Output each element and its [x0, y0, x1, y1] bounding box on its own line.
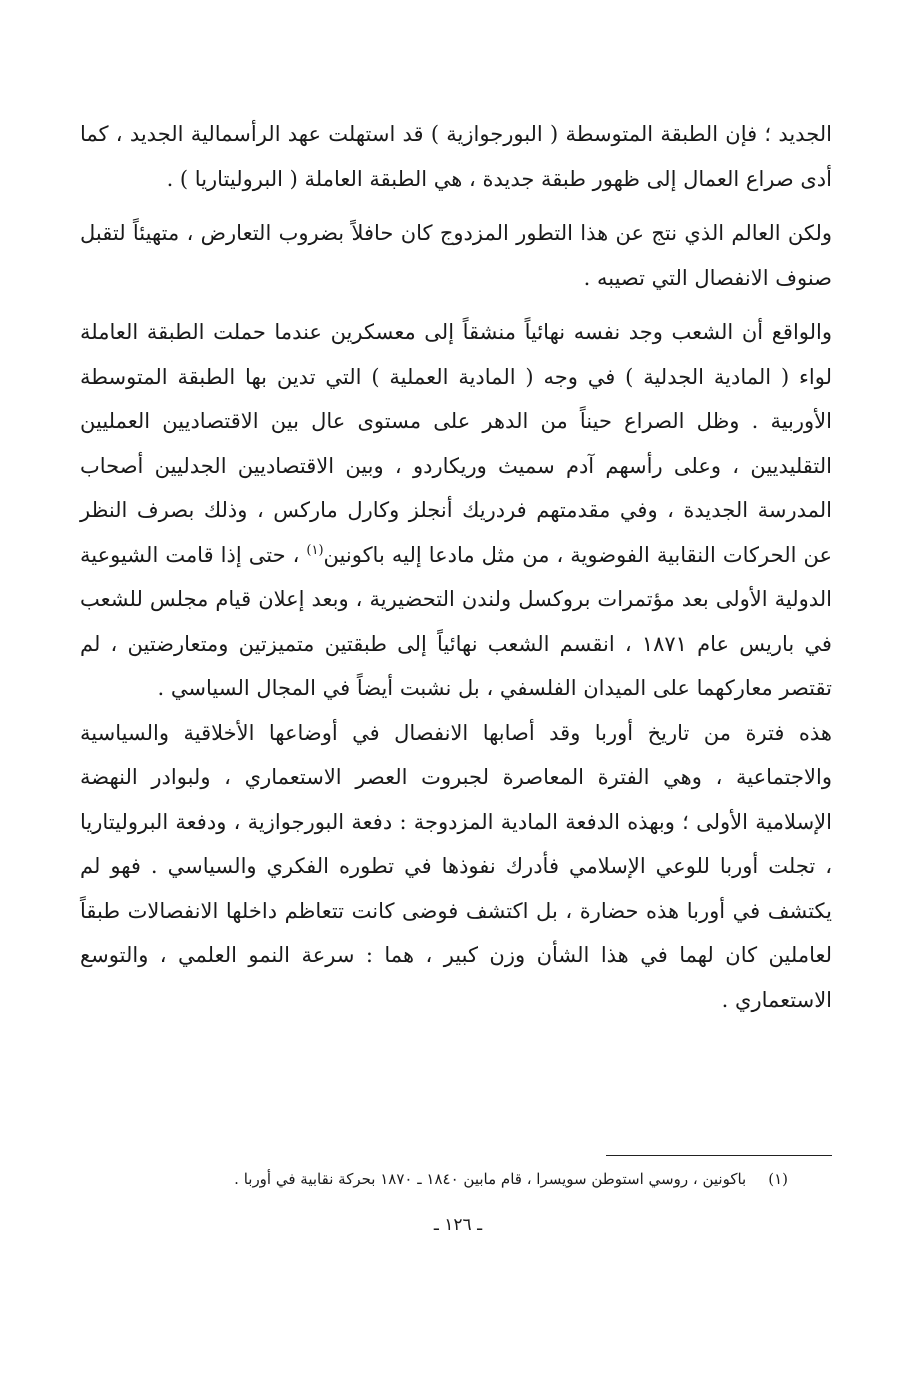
paragraph-3-part-2: ، حتى إذا قامت الشيوعية الدولية الأولى بعد مؤتمرات بروكسل ولندن التحضيرية ، وبعد إعلان قيام مجلس للشعب في باريس عام ١٨٧١ ، انقسم الشعب نهائياً إلى طبقتين متميزتين ومتعارضتين ، لم تقتصر معاركهما على الميدان الفلسفي ، بل نشبت أيضاً في المجال السياسي .: [80, 542, 832, 700]
paragraph-3-part-1: والواقع أن الشعب وجد نفسه نهائياً منشقاً إلى معسكرين عندما حملت الطبقة العاملة لواء ( المادية الجدلية ) في وجه ( المادية العملية ) التي تدين بها الطبقة المتوسطة الأوربية . وظل الصراع حيناً من الدهر على مستوى عال بين الاقتصاديين العمليين التقليديين ، وعلى رأسهم آدم سميث وريكاردو ، وبين الاقتصاديين الجدليين أصحاب المدرسة الجديدة ، وفي مقدمتهم فردريك أنجلز وكارل ماركس ، وذلك بصرف النظر عن الحركات النقابية الفوضوية ، من مثل مادعا إليه باكونين: [80, 320, 833, 567]
footnote-divider: [606, 1155, 832, 1156]
footnote-number: (١): [768, 1170, 788, 1188]
footnote-reference[interactable]: (١): [306, 542, 324, 558]
page-body: [80, 112, 832, 1022]
paragraph-2: ولكن العالم الذي نتج عن هذا التطور المزدوج كان حافلاً بضروب التعارض ، متهيئاً لتقبل صنوف الانفصال التي تصيبه .: [80, 221, 832, 290]
footnote-text: باكونين ، روسي استوطن سويسرا ، قام مابين ١٨٤٠ ـ ١٨٧٠ بحركة نقابية في أوربا .: [234, 1170, 747, 1188]
paragraph-1: الجديد ؛ فإن الطبقة المتوسطة ( البورجوازية ) قد استهلت عهد الرأسمالية الجديد ، كما أدى صراع العمال إلى ظهور طبقة جديدة ، هي الطبقة العاملة ( البروليتاريا ) .: [80, 122, 832, 191]
paragraph-4: هذه فترة من تاريخ أوربا وقد أصابها الانفصال في أوضاعها الأخلاقية والسياسية والاجتماعية ، وهي الفترة المعاصرة لجبروت العصر الاستعماري ، ولبوادر النهضة الإسلامية الأولى ؛ وبهذه الدفعة المادية المزدوجة : دفعة البورجوازية ، ودفعة البروليتاريا ، تجلت أوربا للوعي الإسلامي فأدرك نفوذها في تطوره الفكري والسياسي . فهو لم يكتشف في أوربا هذه حضارة ، بل اكتشف فوضى كانت تتعاظم داخلها الانفصالات طبقاً لعاملين كان لهما في هذا الشأن وزن كبير ، هما : سرعة النمو العلمي ، والتوسع الاستعماري .: [80, 720, 832, 1012]
footnote: [80, 1166, 788, 1192]
paragraph-3: [80, 310, 832, 711]
page-number: ـ ١٢٦ ـ: [433, 1215, 483, 1235]
